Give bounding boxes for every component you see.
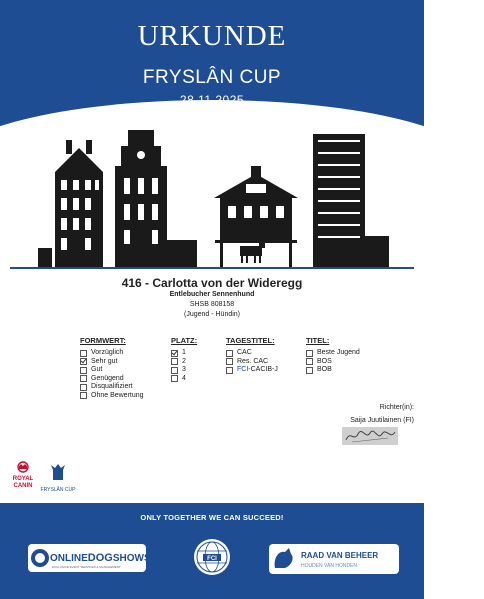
formwert-option[interactable] (80, 349, 144, 358)
tagestitel-option[interactable] (226, 366, 278, 375)
option-label: Beste Jugend (317, 349, 360, 356)
platz-option[interactable] (171, 366, 197, 375)
checkbox[interactable] (80, 367, 87, 374)
footer-slogan: ONLY TOGETHER WE CAN SUCCEED! (140, 513, 284, 522)
svg-text:EXCLUSIVE EVENT SERVICES & MAN: EXCLUSIVE EVENT SERVICES & MANAGEMENT (52, 565, 121, 569)
fryslan-cup-label: FRYSLÂN CUP (40, 487, 76, 493)
option-label: Ohne Bewertung (91, 391, 144, 399)
fci-logo (193, 538, 231, 576)
tagestitel-option[interactable] (226, 349, 278, 358)
judge-name: Saija Juutilainen (FI) (350, 417, 414, 424)
svg-text:HOUDEN VAN HONDEN: HOUDEN VAN HONDEN (301, 563, 358, 569)
checkbox[interactable] (80, 375, 87, 382)
option-label: 4 (182, 374, 186, 382)
titel-section (306, 336, 360, 375)
city-skyline-illustration (0, 128, 424, 268)
formwert-section (80, 336, 144, 400)
platz-heading: PLATZ: (171, 336, 198, 345)
royal-canin-logo (10, 460, 36, 490)
checkbox[interactable] (80, 350, 87, 357)
checkbox[interactable] (306, 367, 313, 374)
svg-text:ROYAL: ROYAL (12, 476, 34, 482)
certificate-title: URKUNDE (137, 20, 287, 52)
judge-label: Richter(in): (379, 404, 414, 411)
option-label: Genügend (91, 374, 124, 382)
judge-signature (342, 427, 398, 445)
checkbox[interactable] (171, 358, 178, 365)
checkbox[interactable] (226, 367, 233, 374)
checkbox[interactable] (306, 350, 313, 357)
option-label: 2 (182, 357, 186, 365)
platz-option[interactable] (171, 358, 197, 367)
svg-text:FCI: FCI (207, 556, 217, 562)
event-date: 28.11.2025 (179, 93, 245, 107)
checkbox[interactable] (171, 375, 178, 382)
titel-heading: TITEL: (306, 336, 330, 345)
checkbox[interactable] (226, 350, 233, 357)
dog-name: 416 - Carlotta von der Wideregg (121, 276, 303, 290)
event-name: FRYSLÂN CUP (142, 67, 282, 88)
platz-option[interactable] (171, 375, 197, 384)
option-label: 1 (182, 349, 186, 356)
tagestitel-option[interactable] (226, 358, 278, 367)
option-label: BOS (317, 357, 332, 365)
platz-option[interactable] (171, 349, 197, 358)
separator-line (10, 267, 414, 269)
svg-text:CANIN: CANIN (13, 483, 33, 489)
option-label: 3 (182, 366, 186, 373)
checkbox[interactable] (80, 392, 87, 399)
dog-registration: SHSB 808158 (189, 301, 235, 308)
checkbox[interactable] (171, 367, 178, 374)
dog-head-icon (49, 462, 67, 482)
formwert-option[interactable] (80, 358, 144, 367)
formwert-option[interactable] (80, 392, 144, 401)
fryslan-cup-logo (38, 462, 78, 494)
svg-text:RAAD VAN BEHEER: RAAD VAN BEHEER (301, 551, 379, 560)
checkbox-checked[interactable] (171, 350, 178, 357)
option-label: Vorzüglich (91, 349, 124, 356)
checkbox[interactable] (306, 358, 313, 365)
fci-prefix: FCI (237, 366, 249, 373)
tagestitel-section (226, 336, 278, 375)
platz-section (171, 336, 197, 383)
tagestitel-heading: TAGESTITEL: (226, 336, 275, 345)
checkbox[interactable] (80, 384, 87, 391)
option-label: BOB (317, 366, 332, 373)
titel-option[interactable] (306, 366, 360, 375)
option-label: Gut (91, 366, 103, 373)
svg-text:ONLINEDOGSHOWS.eu: ONLINEDOGSHOWS.eu (50, 552, 166, 564)
dog-breed: Entlebucher Sennenhund (169, 291, 255, 298)
option-label: -CACIB-J (248, 366, 278, 373)
option-label: Sehr gut (91, 357, 118, 365)
formwert-option[interactable] (80, 366, 144, 375)
checkbox-checked[interactable] (80, 358, 87, 365)
option-label: CAC (237, 349, 252, 356)
formwert-option[interactable] (80, 375, 144, 384)
checkbox[interactable] (226, 358, 233, 365)
formwert-option[interactable] (80, 383, 144, 392)
raad-van-beheer-logo (269, 544, 399, 574)
dog-class: (Jugend - Hündin) (183, 311, 241, 318)
online-dog-shows-logo (28, 544, 166, 572)
titel-option[interactable] (306, 349, 360, 358)
titel-option[interactable] (306, 358, 360, 367)
formwert-heading: FORMWERT: (80, 336, 126, 345)
option-label: Res. CAC (237, 357, 269, 365)
option-label: Disqualifiziert (91, 383, 133, 390)
